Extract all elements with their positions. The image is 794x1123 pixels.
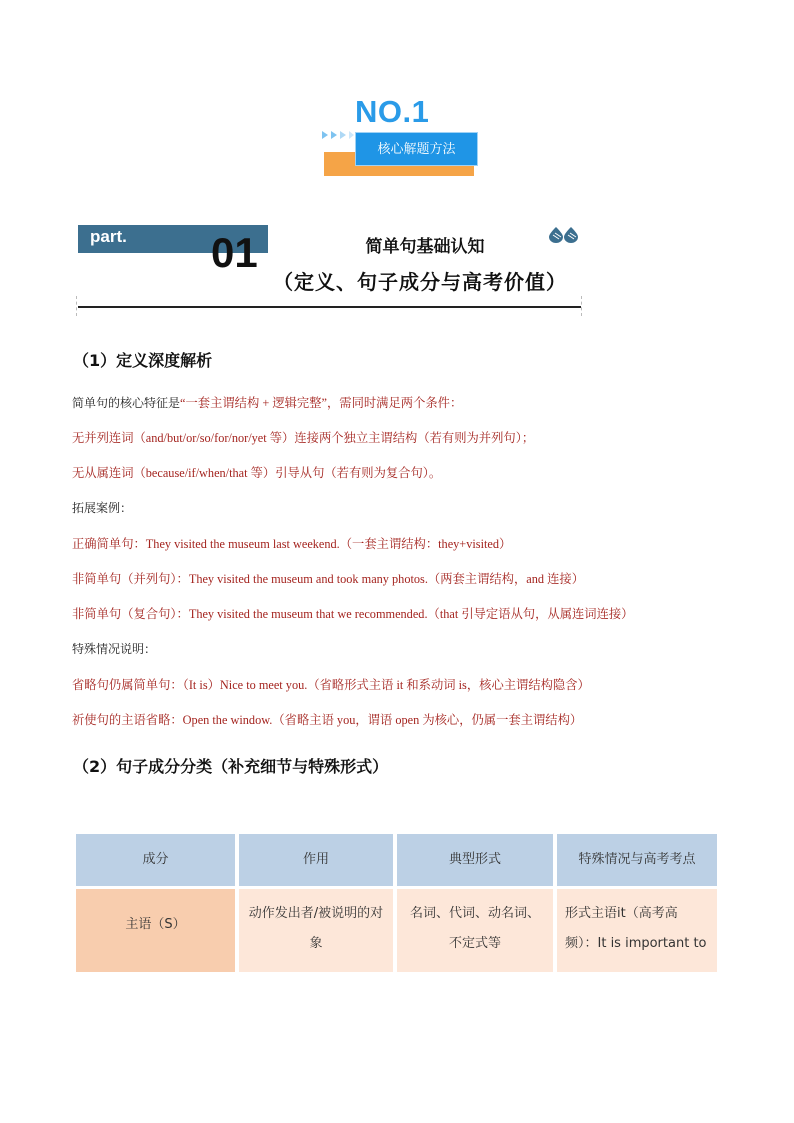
table-cell	[397, 889, 553, 972]
section2-heading: （2）句子成分分类（补充细节与特殊形式）	[73, 757, 389, 776]
table-cell	[557, 889, 717, 972]
table-cell: 主语（S）	[76, 889, 235, 972]
line-text: 非简单句（并列句）：They visited the museum and took many photos.（两套主谓结构，and 连接）	[72, 572, 584, 586]
body-line-8	[72, 640, 156, 657]
line-text: 正确简单句：They visited the museum last weekend.（一套主谓结构：they+visited）	[72, 537, 512, 551]
table-header-cell: 成分	[76, 834, 235, 886]
body-line-1	[72, 393, 462, 411]
line-label: 特殊情况说明：	[72, 642, 157, 656]
body-line-10	[72, 710, 582, 728]
part-subtitle: （定义、句子成分与高考价值）	[273, 270, 567, 294]
line-text: “一套主谓结构 + 逻辑完整”，需同时满足两个条件：	[180, 396, 463, 410]
triangle-arrows-icon	[322, 129, 354, 141]
line-text: 非简单句（复合句）：They visited the museum that we recommended.（that 引导定语从句，从属连词连接）	[72, 607, 634, 621]
body-line-3	[72, 463, 441, 481]
table-cell-text: 形式主语it（高考高频）：It is important to	[565, 906, 707, 951]
body-line-6	[72, 569, 584, 587]
table-header-cell: 典型形式	[397, 834, 553, 886]
no1-title: NO.1	[355, 94, 430, 129]
header-divider	[78, 306, 581, 308]
body-line-4	[72, 499, 132, 516]
line-text: 无从属连词（because/if/when/that 等）引导从句（若有则为复合句）。	[72, 466, 442, 480]
line-text: 祈使句的主语省略：Open the window.（省略主语 you，谓语 open 为核心，仍属一套主谓结构）	[72, 713, 583, 727]
part-number: 01	[211, 229, 258, 276]
table-header-cell: 作用	[239, 834, 393, 886]
body-line-9	[72, 675, 590, 693]
drops-decoration-icon	[549, 225, 579, 243]
method-label-box: 核心解题方法	[355, 132, 478, 166]
table-cell-text: 动作发出者/被说明的对象	[248, 906, 384, 951]
body-line-7	[72, 604, 633, 622]
line-label: 拓展案例：	[72, 501, 133, 515]
part-title: 简单句基础认知	[365, 237, 485, 257]
section1-heading: （1）定义深度解析	[73, 351, 213, 370]
part-label: part.	[90, 227, 127, 246]
table-cell-text: 名词、代词、动名词、不定式等	[409, 906, 540, 951]
table-header-cell: 特殊情况与高考考点	[557, 834, 717, 886]
line-text: 省略句仍属简单句：（It is）Nice to meet you.（省略形式主语 it 和系动词 is，核心主谓结构隐含）	[72, 678, 590, 692]
line-text: 无并列连词（and/but/or/so/for/nor/yet 等）连接两个独立主谓结构（若有则为并列句）；	[72, 431, 535, 445]
body-line-5	[72, 534, 511, 552]
table-cell	[239, 889, 393, 972]
body-line-2	[72, 428, 534, 446]
line-label: 简单句的核心特征是	[72, 396, 181, 410]
